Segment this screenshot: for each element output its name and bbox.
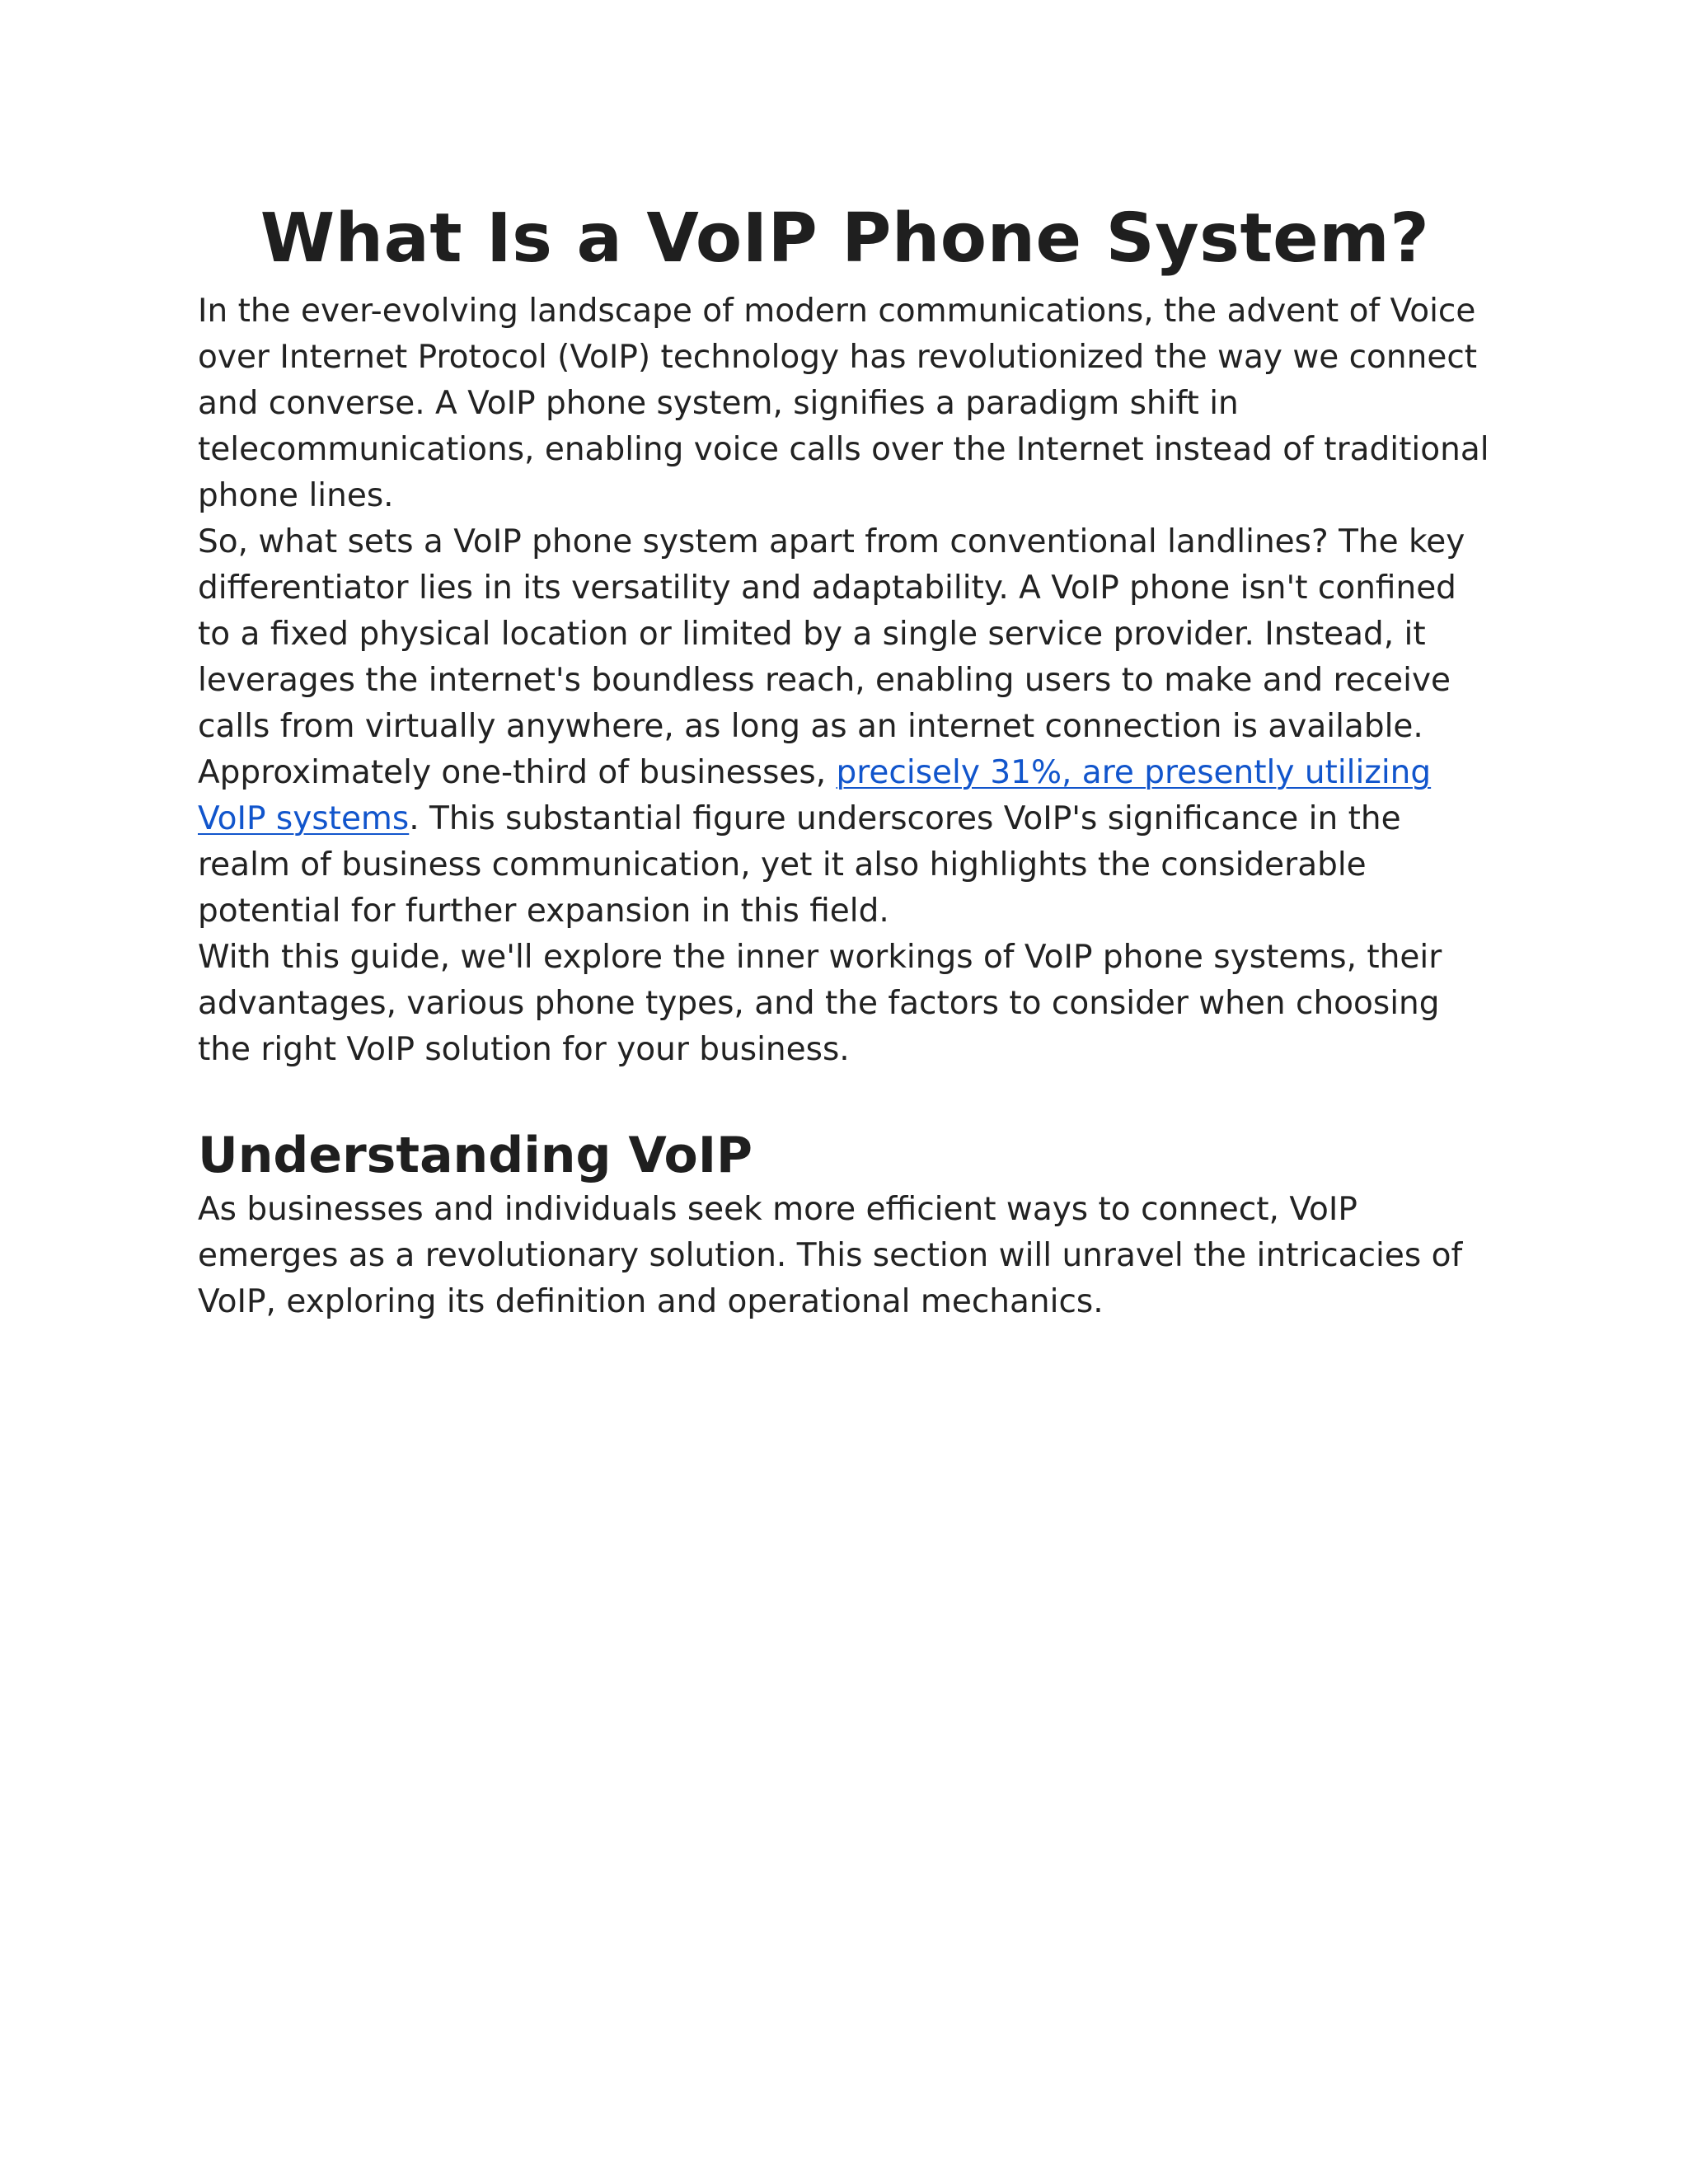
section-paragraph: As businesses and individuals seek more efficient ways to connect, VoIP emerges as a revolutionary solution. This section will unravel the intricacies of VoIP, exploring its definition and operational mechanics. [198,1191,1463,1320]
stat-paragraph-lead-text: Approximately one-third of businesses, [198,754,837,791]
stat-paragraph-trailing-text: . This substantial figure underscores VoIP's significance in the realm of business communication, yet it also highlights the considerable potential for further expansion in this field. [198,800,1401,930]
page-title: What Is a VoIP Phone System? [260,199,1430,278]
section-heading: Understanding VoIP [198,1127,753,1184]
voip-adoption-statistic-link[interactable]: precisely 31%, are presently utilizing VoIP systems [198,754,1432,837]
stat-paragraph [198,750,1492,935]
intro-paragraph-1: In the ever-evolving landscape of modern communications, the advent of Voice over Internet Protocol (VoIP) technology has revolutionized the way we connect and converse. A VoIP phone system, signifies a paradigm shift in telecommunications, enabling voice calls over the Internet instead of traditional phone lines. [198,293,1489,514]
intro-paragraph-2: So, what sets a VoIP phone system apart from conventional landlines? The key differentiator lies in its versatility and adaptability. A VoIP phone isn't confined to a fixed physical location or limited by a single service provider. Instead, it leverages the internet's boundless reach, enabling users to make and receive calls from virtually anywhere, as long as an internet connection is available. [198,523,1465,745]
guide-paragraph: With this guide, we'll explore the inner workings of VoIP phone systems, their advantages, various phone types, and the factors to consider when choosing the right VoIP solution for your business. [198,939,1442,1068]
document-page [198,190,1492,1325]
